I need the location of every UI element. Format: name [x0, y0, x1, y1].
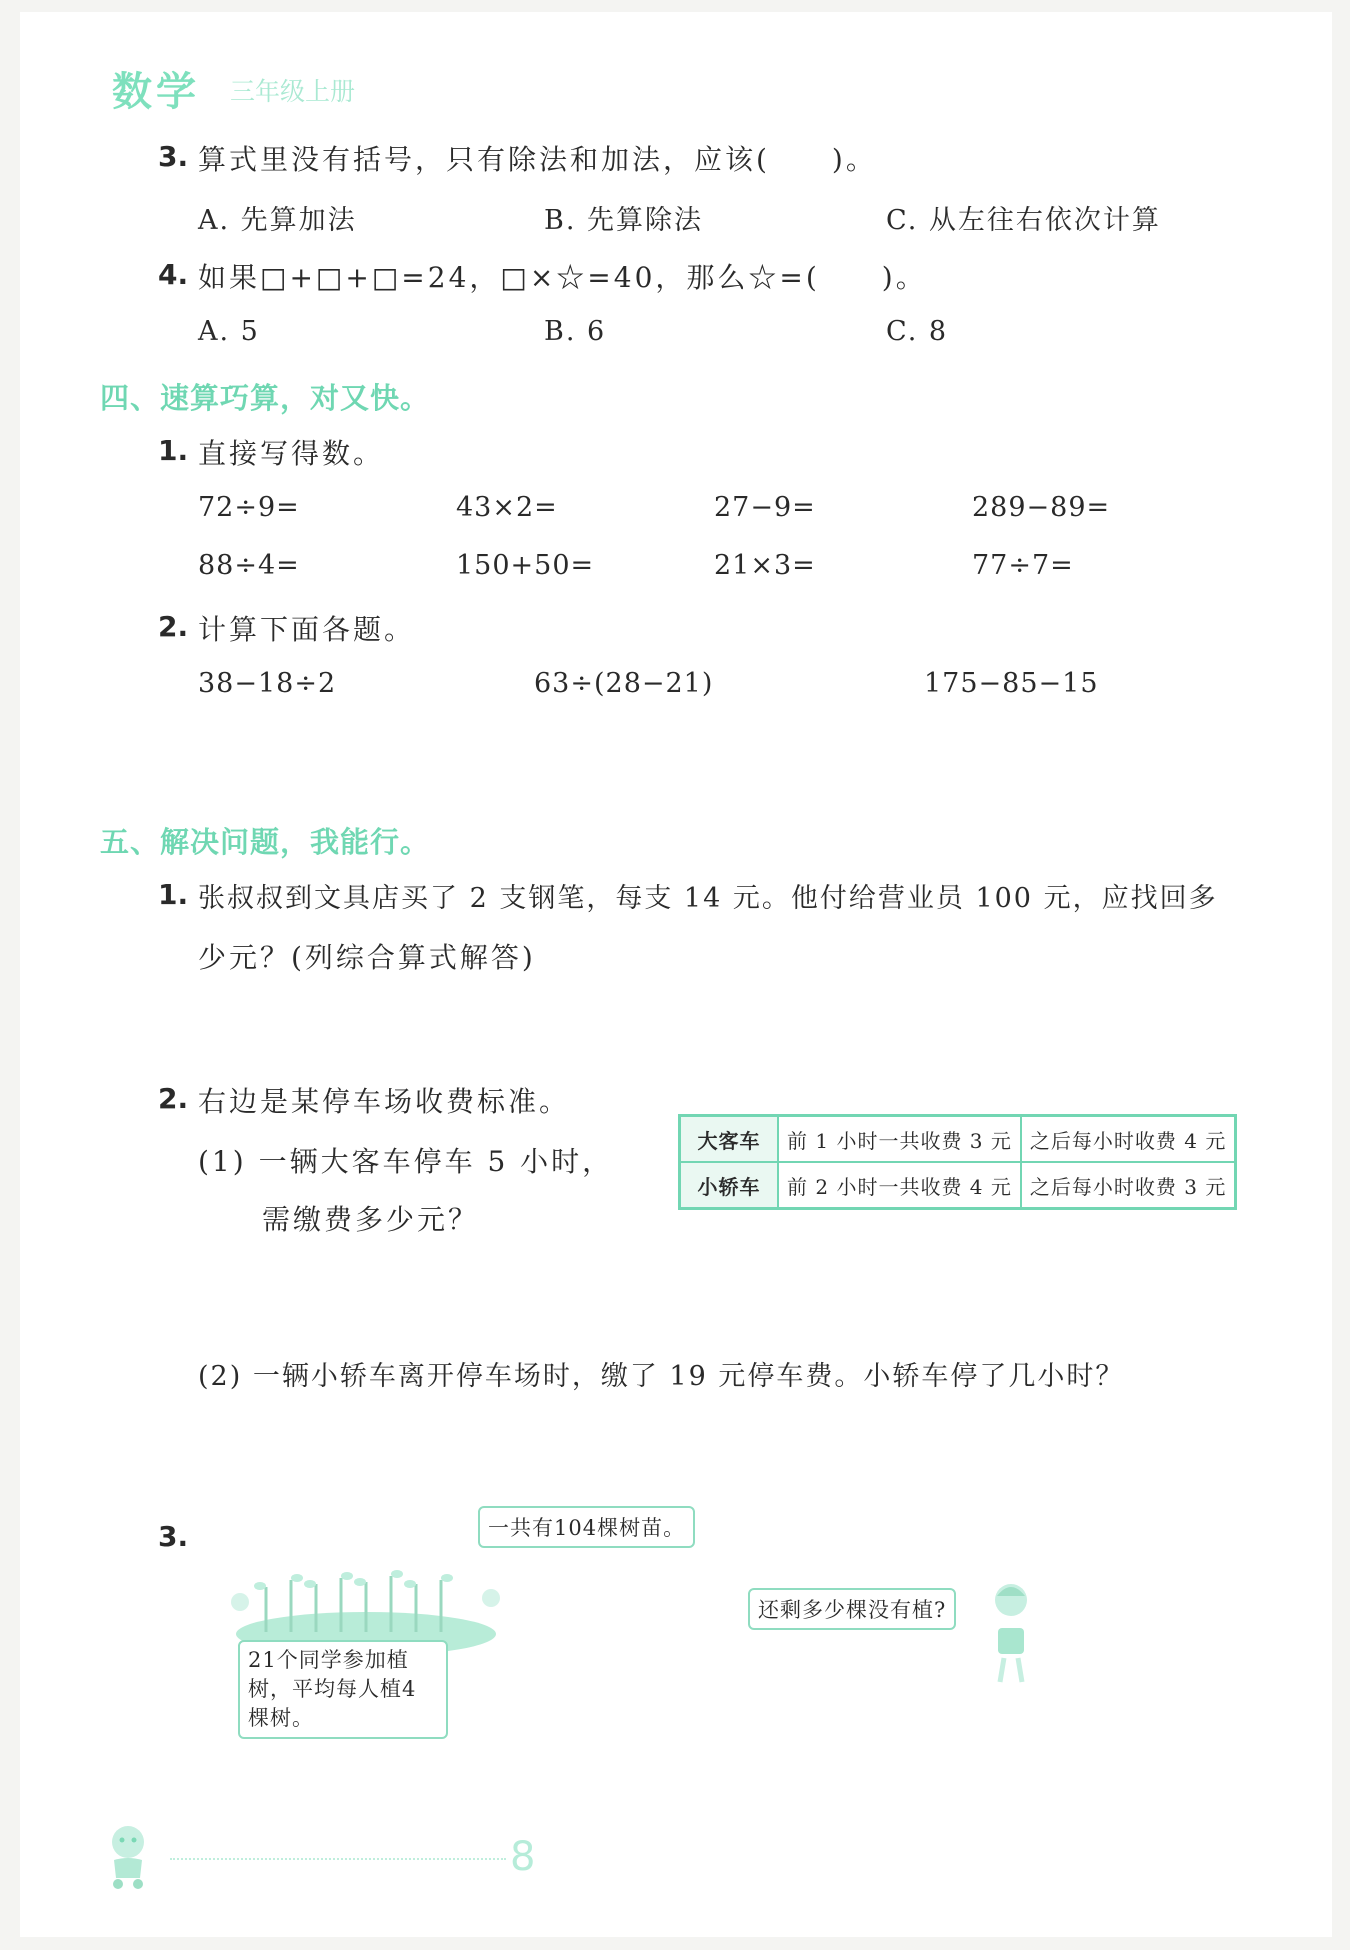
s5-p1-line1: 张叔叔到文具店买了 2 支钢笔，每支 14 元。他付给营业员 100 元，应找回多 [198, 883, 1218, 914]
s4-p2-number: 2. [158, 610, 189, 643]
vehicle-type-cell: 大客车 [680, 1116, 779, 1163]
footer-mascot-icon [100, 1820, 160, 1890]
header-grade: 三年级上册 [230, 77, 356, 106]
parking-fee-table [678, 1114, 1237, 1210]
q4-number: 4. [158, 258, 189, 291]
bubble-question: 还剩多少棵没有植? [748, 1588, 956, 1630]
s5-p2-text: 右边是某停车场收费标准。 [198, 1085, 571, 1118]
oral-calc-item: 150+50= [456, 550, 595, 581]
q3-option-b: B. 先算除法 [544, 205, 704, 236]
s4-p1-text: 直接写得数。 [198, 437, 385, 470]
header-subject: 数学 [112, 69, 200, 115]
bubble-total-saplings: 一共有104棵树苗。 [478, 1506, 695, 1548]
bubble-students-info: 21个同学参加植树，平均每人植4棵树。 [238, 1640, 448, 1739]
child-figure-illustration [986, 1578, 1036, 1688]
calc-item: 38−18÷2 [198, 668, 337, 699]
oral-calc-item: 88÷4= [198, 550, 300, 581]
s4-p1-number: 1. [158, 434, 189, 467]
s5-p1-line2: 少元？(列综合算式解答) [198, 941, 536, 974]
s5-p2-number: 2. [158, 1082, 189, 1115]
q3-number: 3. [158, 140, 189, 173]
table-row [680, 1116, 1236, 1163]
s5-p2-sub1-line1: (1) 一辆大客车停车 5 小时， [198, 1145, 614, 1178]
fee-cell: 前 1 小时一共收费 3 元 [778, 1116, 1021, 1163]
oral-calc-item: 72÷9= [198, 492, 300, 523]
fee-cell: 前 2 小时一共收费 4 元 [778, 1162, 1021, 1209]
section4-title: 四、速算巧算，对又快。 [100, 381, 431, 415]
oral-calc-item: 289−89= [972, 492, 1111, 523]
oral-calc-item: 77÷7= [972, 550, 1074, 581]
q4-option-b: B. 6 [544, 316, 607, 347]
q4-option-c: C. 8 [886, 316, 949, 347]
table-row [680, 1162, 1236, 1209]
vehicle-type-cell: 小轿车 [680, 1162, 779, 1209]
workbook-page [20, 12, 1332, 1937]
s4-p2-text: 计算下面各题。 [198, 613, 416, 646]
q3-option-c: C. 从左往右依次计算 [886, 205, 1161, 236]
s5-p3-number: 3. [158, 1520, 189, 1553]
oral-calc-item: 27−9= [714, 492, 816, 523]
q3-text: 算式里没有括号，只有除法和加法，应该( )。 [198, 143, 877, 176]
calc-item: 63÷(28−21) [534, 668, 714, 699]
fee-cell: 之后每小时收费 4 元 [1021, 1116, 1236, 1163]
q4-option-a: A. 5 [198, 316, 260, 347]
page-number: 8 [510, 1834, 536, 1880]
oral-calc-item: 21×3= [714, 550, 816, 581]
section5-title: 五、解决问题，我能行。 [100, 825, 431, 859]
s5-p1-number: 1. [158, 878, 189, 911]
q4-text: 如果□+□+□=24，□×☆=40，那么☆=( )。 [198, 261, 927, 294]
q3-option-a: A. 先算加法 [198, 205, 357, 236]
calc-item: 175−85−15 [924, 668, 1099, 699]
s5-p2-sub2: (2) 一辆小轿车离开停车场时，缴了 19 元停车费。小轿车停了几小时？ [198, 1361, 1125, 1392]
s5-p2-sub1-line2: 需缴费多少元？ [262, 1203, 480, 1236]
fee-cell: 之后每小时收费 3 元 [1021, 1162, 1236, 1209]
oral-calc-item: 43×2= [456, 492, 558, 523]
footer-rule [170, 1858, 506, 1860]
